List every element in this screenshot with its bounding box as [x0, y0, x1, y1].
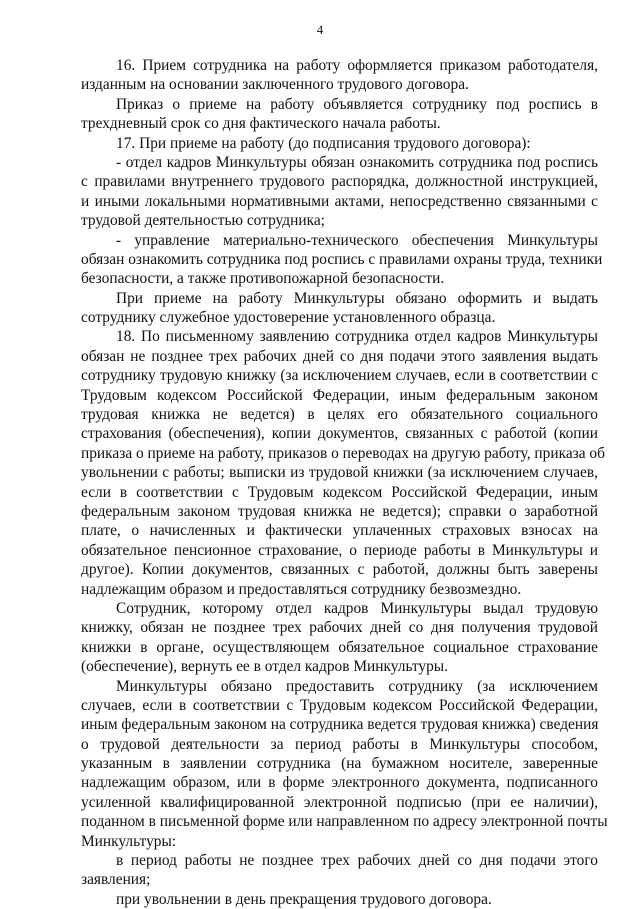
text-line: и иными локальными нормативными актами, непосредственно связанными с [81, 192, 598, 210]
document-body [81, 56, 608, 909]
text-line: книжку, обязан не позднее трех рабочих дней со дня получения трудовой [81, 619, 598, 637]
text-line: федеральным законом трудовая книжка не ведется); справки о заработной [81, 502, 598, 520]
text-line: с правилами внутреннего трудового распорядка, должностной инструкцией, [81, 173, 598, 191]
text-line: При приеме на работу Минкультуры обязано оформить и выдать [116, 289, 598, 307]
text-line: случаев, если в соответствии с Трудовым кодексом Российской Федерации, [81, 696, 598, 714]
page-number: 4 [316, 22, 324, 37]
text-line: безопасности, а также противопожарной безопасности. [81, 270, 445, 288]
text-line: Минкультуры обязано предоставить сотруднику (за исключением [116, 677, 598, 695]
text-line: Минкультуры: [81, 832, 177, 850]
text-line: Трудовым кодексом Российской Федерации, иным федеральным законом [81, 386, 598, 404]
text-line: трехдневный срок со дня фактического начала работы. [81, 115, 441, 133]
text-line: 16. Прием сотрудника на работу оформляется приказом работодателя, [116, 57, 598, 74]
text-line: обязательное пенсионное страхование, о периоде работы в Минкультуры и [81, 541, 598, 559]
text-line: сотруднику трудовую книжку (за исключением случаев, если в соответствии с [81, 367, 598, 385]
text-line: страхования (обеспечения), копии документов, связанных с работой (копии [81, 425, 598, 443]
text-line: обязан ознакомить сотрудника под роспись с правилами охраны труда, техники [81, 250, 603, 268]
text-line: трудовой деятельностью сотрудника; [81, 212, 325, 230]
text-line: в период работы не позднее трех рабочих дней со дня подачи этого [116, 852, 598, 870]
text-line: иным федеральным законом на сотрудника ведется трудовая книжка) сведения [81, 716, 599, 734]
text-line: заявления; [81, 871, 151, 889]
text-line: изданным на основании заключенного трудового договора. [81, 76, 469, 94]
text-line: приказа о приеме на работу, приказов о переводах на другую работу, приказа об [81, 444, 605, 462]
text-line: 18. По письменному заявлению сотрудника отдел кадров Минкультуры [116, 328, 598, 346]
text-line: поданном в письменной форме или направленном по адресу электронной почты [81, 813, 608, 831]
text-line: надлежащим образом и предоставляться сотруднику безвозмездно. [81, 580, 522, 598]
text-line: 17. При приеме на работу (до подписания трудового договора): [116, 134, 531, 152]
text-line: указанным в заявлении сотрудника (на бумажном носителе, заверенные [81, 755, 598, 773]
text-line: сотруднику служебное удостоверение установленного образца. [81, 309, 496, 327]
text-line: обязан не позднее трех рабочих дней со дня подачи этого заявления выдать [81, 347, 598, 365]
text-line: Приказ о приеме на работу объявляется сотруднику под роспись в [116, 95, 598, 113]
text-line: (обеспечение), вернуть ее в отдел кадров Минкультуры. [81, 658, 448, 676]
text-line: трудовая книжка не ведется) в целях его обязательного социального [81, 406, 598, 424]
text-line: о трудовой деятельности за период работы в Минкультуры способом, [81, 735, 598, 753]
text-line: - отдел кадров Минкультуры обязан ознакомить сотрудника под роспись [116, 153, 598, 171]
text-line: надлежащим образом, или в форме электронного документа, подписанного [81, 774, 598, 792]
text-line: плате, о начисленных и фактически уплаченных страховых взносах на [81, 522, 598, 540]
text-line: если в соответствии с Трудовым кодексом Российской Федерации, иным [81, 483, 598, 501]
text-line: книжки в органе, осуществляющем обязательное социальное страхование [81, 638, 598, 656]
text-line: другое). Копии документов, связанных с работой, должны быть заверены [81, 561, 598, 579]
text-line: - управление материально-технического обеспечения Минкультуры [116, 231, 598, 249]
text-line: Сотрудник, которому отдел кадров Минкультуры выдал трудовую [116, 599, 598, 617]
text-line: увольнении с работы; выписки из трудовой книжки (за исключением случаев, [81, 464, 598, 482]
text-line: при увольнении в день прекращения трудового договора. [116, 890, 492, 908]
text-line: усиленной квалифицированной электронной подписью (при ее наличии), [81, 793, 598, 811]
